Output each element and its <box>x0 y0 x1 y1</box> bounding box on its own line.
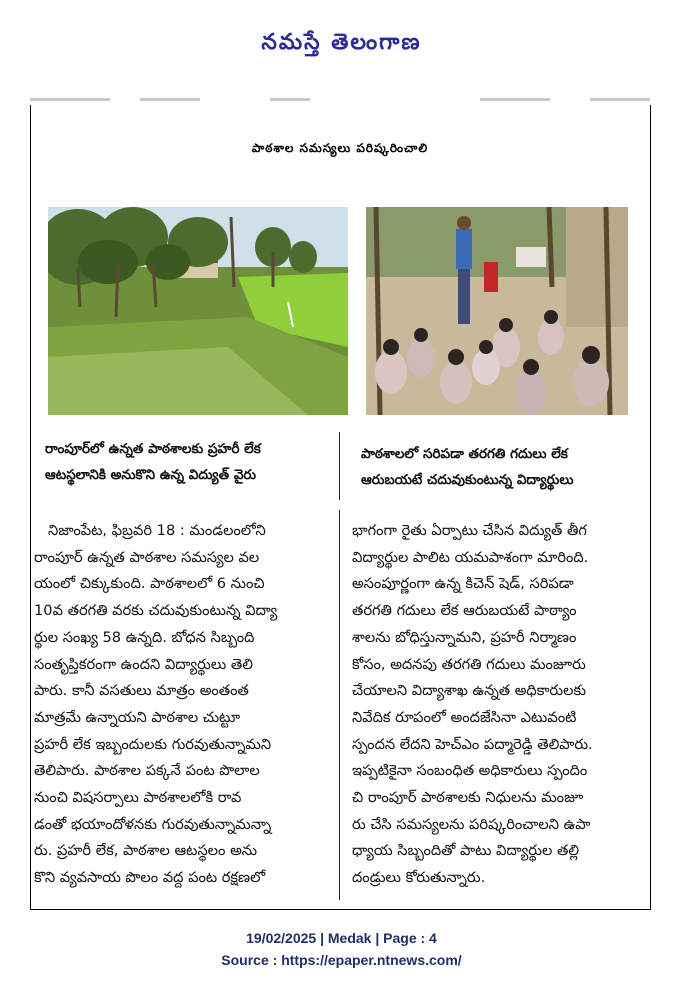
body-line: ధ్యాయ సిబ్బందితో పాటు విద్యార్థుల తల్లి <box>352 842 580 860</box>
body-line: రు చేసి సమస్యలను పరిష్కరించాలని ఉపా <box>352 815 591 833</box>
body-line: ఇప్పటికైనా సంబంధిత అధికారులు స్పందిం <box>352 762 588 780</box>
article-column-2 <box>352 518 648 892</box>
body-line: యంలో చిక్కుకుంది. పాఠశాలలో 6 నుంచి <box>34 575 265 593</box>
article-column-1 <box>34 518 334 892</box>
caption-left-line-1: రాంపూర్‌లో ఉన్నత పాఠశాలకు ప్రహరీ లేక <box>45 441 261 457</box>
body-line: మాత్రమే ఉన్నాయని పాఠశాల చుట్టూ <box>34 708 241 726</box>
body-line: తరగతి గదులు లేక ఆరుబయటే పాఠ్యాం <box>352 602 577 620</box>
body-line: డంతో భయాందోళనకు గురవుతున్నామన్నా <box>34 815 272 833</box>
body-line: ర్థుల సంఖ్య 58 ఉన్నది. బోధన సిబ్బంది <box>34 628 255 646</box>
body-line: నివేదిక రూపంలో అందజేసినా ఎటువంటి <box>352 708 577 726</box>
frame-right-rule <box>650 105 651 910</box>
body-line: స్పందన లేదని హెచ్‌ఎం పద్మారెడ్డి తెలిపారు. <box>352 735 593 753</box>
body-line: పారు. కానీ వసతులు మాత్రం అంతంత <box>34 682 249 700</box>
body-line: తెలిపారు. పాఠశాల పక్కనే పంట పొలాల <box>34 762 260 780</box>
body-line: చి రాంపూర్ పాఠశాలకు నిధులను మంజూ <box>352 789 584 807</box>
body-line: రాంపూర్ ఉన్నత పాఠశాల సమస్యల వల <box>34 548 260 566</box>
caption-left-line-2: ఆటస్థలానికి అనుకొని ఉన్న విద్యుత్ వైరు <box>45 467 257 483</box>
photo-school-field <box>48 207 348 415</box>
body-line: రు. ప్రహరీ లేక, పాఠశాల ఆటస్థలం అను <box>34 842 258 860</box>
body-line: నిజాంపేట, ఫిబ్రవరి 18 : మండలంలోని <box>48 522 266 539</box>
body-line: చేయాలని విద్యాశాఖ ఉన్నత అధికారులకు <box>352 682 587 700</box>
caption-separator <box>339 432 340 500</box>
clipped-text-strip <box>30 96 650 104</box>
photo-students-outdoor <box>366 207 628 415</box>
masthead-title: నమస్తే తెలంగాణ <box>261 30 422 55</box>
body-line: భాగంగా రైతు ఏర్పాటు చేసిన విద్యుత్ తీగ <box>352 522 587 539</box>
body-line: కోసం, అదనపు తరగతి గదులు మంజూరు <box>352 655 586 673</box>
footer-source-link[interactable]: Source : https://epaper.ntnews.com/ <box>221 952 462 968</box>
body-line: శాలను బోధిస్తున్నామని, ప్రహరీ నిర్మాణం <box>352 628 577 646</box>
caption-right-line-1: పాఠశాలలో సరిపడా తరగతి గదులు లేక <box>361 446 568 462</box>
frame-left-rule <box>30 105 31 910</box>
body-line: దండ్రులు కోరుతున్నారు. <box>352 869 486 887</box>
column-separator <box>339 510 340 900</box>
footer-date-edition: 19/02/2025 | Medak | Page : 4 <box>246 930 437 946</box>
body-line: కొని వ్యవసాయ పొలం వద్ద పంట రక్షణలో <box>34 869 266 887</box>
caption-right <box>361 441 646 493</box>
body-line: సంతృప్తికరంగా ఉందని విద్యార్థులు తెలి <box>34 655 253 673</box>
caption-left <box>45 436 335 488</box>
frame-bottom-rule <box>30 909 651 910</box>
body-line: ప్రహరీ లేక ఇబ్బందులకు గురవుతున్నామని <box>34 735 272 753</box>
article-headline: పాఠశాల సమస్యలు పరిష్కరించాలి <box>251 141 429 155</box>
caption-right-line-2: ఆరుబయటే చదువుకుంటున్న విద్యార్థులు <box>361 472 574 488</box>
body-line: విద్యార్థుల పాలిట యమపాశంగా మారింది. <box>352 548 589 566</box>
body-line: నుంచి విషసర్పాలు పాఠశాలలోకి రావ <box>34 789 242 807</box>
body-line: 10వ తరగతి వరకు చదువుకుంటున్న విద్యా <box>34 602 278 620</box>
masthead <box>0 0 683 95</box>
body-line: అసంపూర్ణంగా ఉన్న కిచెన్ షెడ్, సరిపడా <box>352 575 574 593</box>
